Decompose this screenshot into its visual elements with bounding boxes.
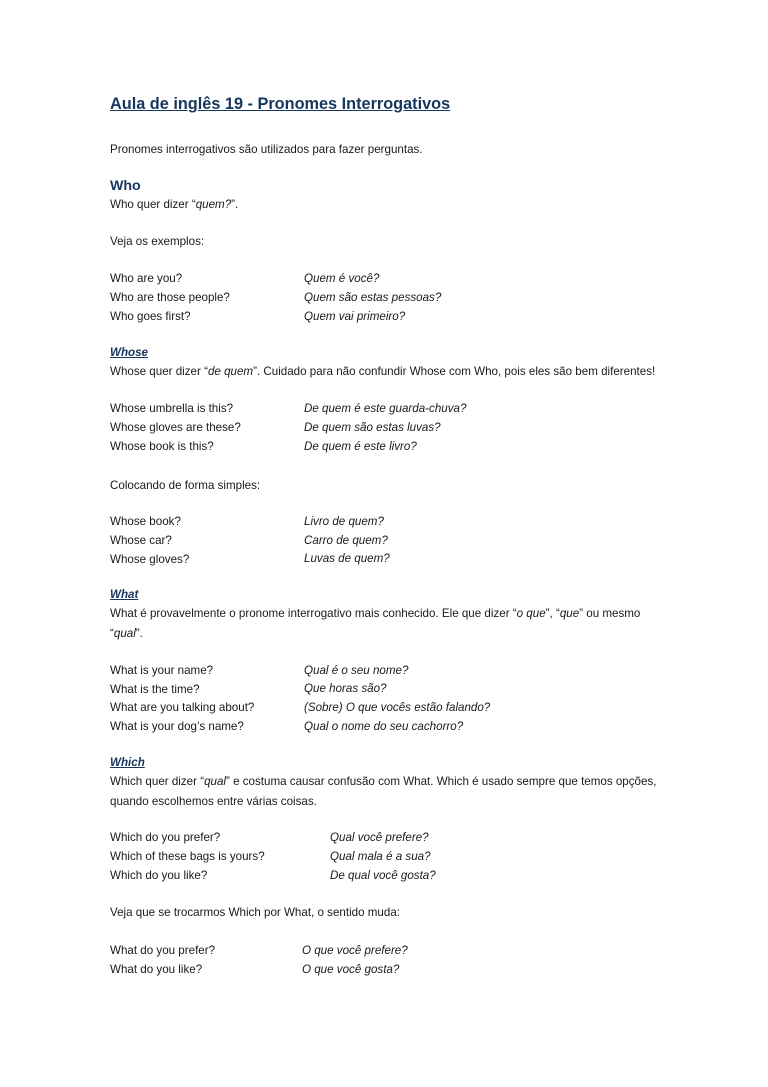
example-pt: Quem vai primeiro? <box>304 310 406 323</box>
example-en: What is your dog’s name? <box>110 720 244 733</box>
example-en: Whose book is this? <box>110 440 214 453</box>
intro-text: Pronomes interrogativos são utilizados para fazer perguntas. <box>110 143 423 156</box>
section-heading-what: What <box>110 588 139 601</box>
section-heading-which: Which <box>110 756 145 769</box>
example-pt: De quem são estas luvas? <box>304 421 441 434</box>
section-heading-whose: Whose <box>110 346 149 359</box>
example-en: Whose gloves are these? <box>110 421 241 434</box>
example-en: Whose gloves? <box>110 553 190 566</box>
example-en: Which do you prefer? <box>110 831 221 844</box>
what-definition-line1: What é provavelmente o pronome interrogativo mais conhecido. Ele que dizer “o que”, “que” ou mesmo <box>110 607 641 620</box>
example-en: What are you talking about? <box>110 701 255 714</box>
example-pt: Quem é você? <box>304 272 380 285</box>
example-en: What do you prefer? <box>110 944 216 957</box>
example-pt: Qual é o seu nome? <box>304 664 409 677</box>
example-pt: Carro de quem? <box>304 534 388 547</box>
example-en: Who goes first? <box>110 310 191 323</box>
example-pt: O que você prefere? <box>302 944 408 957</box>
example-en: What is your name? <box>110 664 214 677</box>
example-en: What is the time? <box>110 683 200 696</box>
section-heading-who: Who <box>110 178 141 194</box>
example-en: Who are you? <box>110 272 183 285</box>
example-pt: Qual você prefere? <box>330 831 429 844</box>
example-pt: De quem é este livro? <box>304 440 417 453</box>
page-title: Aula de inglês 19 - Pronomes Interrogativos <box>110 95 451 113</box>
whose-simple-label: Colocando de forma simples: <box>110 479 261 492</box>
example-pt: De quem é este guarda-chuva? <box>304 402 467 415</box>
example-en: What do you like? <box>110 963 203 976</box>
example-en: Which of these bags is yours? <box>110 850 265 863</box>
example-pt: Luvas de quem? <box>304 552 390 565</box>
example-pt: Qual o nome do seu cachorro? <box>304 720 464 733</box>
who-examples-label: Veja os exemplos: <box>110 235 205 248</box>
example-pt: (Sobre) O que vocês estão falando? <box>304 701 491 714</box>
example-pt: De qual você gosta? <box>330 869 436 882</box>
who-definition: Who quer dizer “quem?”. <box>110 198 239 211</box>
what-definition-line2: “qual”. <box>110 627 143 640</box>
example-pt: O que você gosta? <box>302 963 400 976</box>
whose-definition: Whose quer dizer “de quem”. Cuidado para não confundir Whose com Who, pois eles são bem diferentes! <box>110 365 656 378</box>
example-pt: Que horas são? <box>304 682 387 695</box>
example-en: Which do you like? <box>110 869 208 882</box>
which-definition-line2: quando escolhemos entre várias coisas. <box>110 795 317 808</box>
example-pt: Quem são estas pessoas? <box>304 291 442 304</box>
example-pt: Livro de quem? <box>304 515 384 528</box>
example-en: Who are those people? <box>110 291 230 304</box>
example-en: Whose book? <box>110 515 181 528</box>
which-definition-line1: Which quer dizer “qual” e costuma causar confusão com What. Which é usado sempre que temos opções, <box>110 775 657 788</box>
which-change-label: Veja que se trocarmos Which por What, o sentido muda: <box>110 906 400 919</box>
example-en: Whose car? <box>110 534 172 547</box>
example-en: Whose umbrella is this? <box>110 402 234 415</box>
example-pt: Qual mala é a sua? <box>330 850 431 863</box>
